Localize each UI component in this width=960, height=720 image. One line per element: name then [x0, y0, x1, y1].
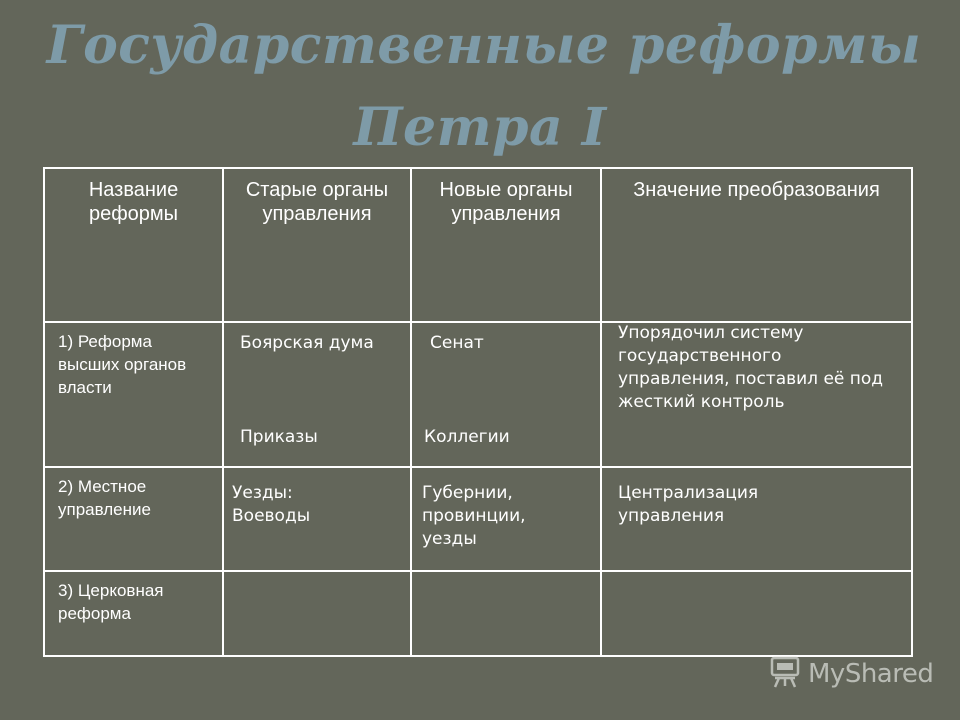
slide-title-line-2: Петра I: [353, 97, 607, 158]
header-old-bodies: Старые органы управления: [245, 179, 389, 225]
table-border-right: [911, 167, 913, 657]
row1-meaning: Упорядочил систему государственного управления, поставил её под жесткий контроль: [618, 323, 884, 412]
table-divider-row2: [43, 466, 913, 468]
header-meaning: Значение преобразования: [633, 179, 880, 201]
slide-title-line-1: Государственные реформы: [46, 15, 922, 76]
table-divider-col2: [410, 167, 412, 657]
table-divider-col3: [600, 167, 602, 657]
row1-old-body-top: Боярская дума: [240, 333, 374, 353]
row2-reform-name: 2) Местное управление: [58, 477, 151, 519]
row2-old-bodies: Уезды: Воеводы: [232, 483, 311, 526]
row2-new-bodies: Губернии, провинции, уезды: [422, 483, 526, 549]
watermark-text: MyShared: [808, 659, 934, 689]
row1-new-body-bottom: Коллегии: [424, 427, 510, 447]
row1-old-body-bottom: Приказы: [240, 427, 318, 447]
header-reform-name: Название реформы: [88, 179, 179, 225]
row2-meaning: Централизация управления: [618, 483, 759, 526]
row1-new-body-top: Сенат: [430, 333, 484, 353]
header-new-bodies: Новые органы управления: [439, 179, 573, 225]
table-divider-col1: [222, 167, 224, 657]
myshared-watermark: [768, 654, 933, 694]
row1-reform-name: 1) Реформа высших органов власти: [58, 332, 187, 397]
table-border-left: [43, 167, 45, 657]
table-border-top: [43, 167, 913, 169]
presentation-board-icon: [768, 655, 802, 693]
table-divider-row3: [43, 570, 913, 572]
row3-reform-name: 3) Церковная реформа: [58, 581, 164, 623]
